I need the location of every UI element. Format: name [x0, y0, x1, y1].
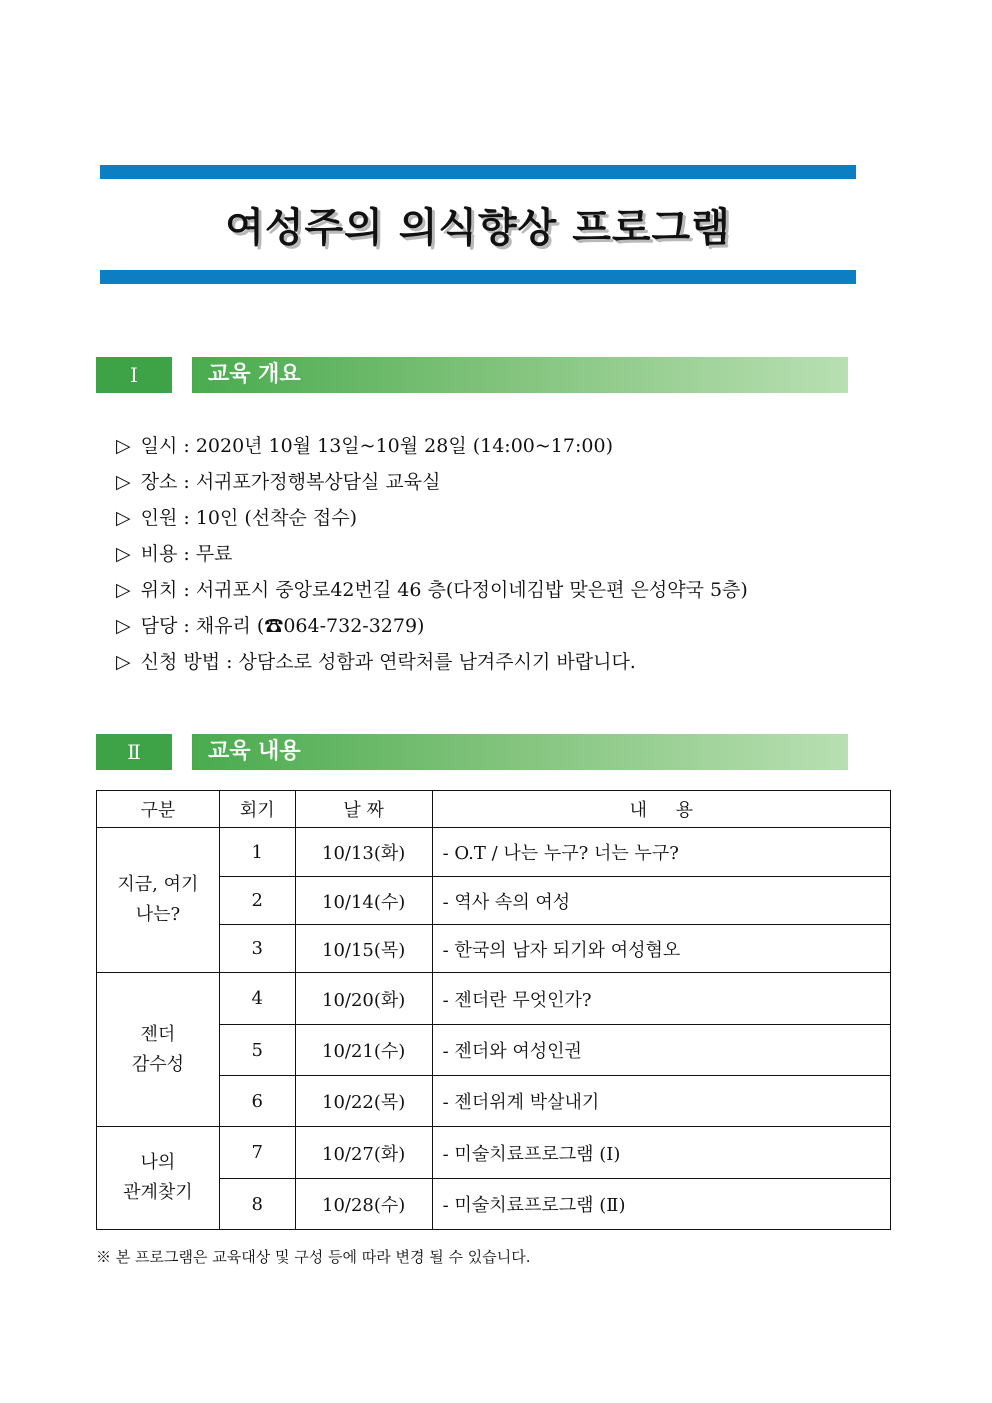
session-cell: 6 — [219, 1076, 295, 1127]
overview-item-application — [116, 644, 748, 680]
date-cell: 10/15(목) — [295, 925, 432, 973]
group-label-line: 나는? — [135, 904, 181, 925]
group-label-line: 젠더 — [140, 1023, 176, 1045]
section2-heading: 교육 내용 — [192, 734, 848, 770]
content-cell: - 한국의 남자 되기와 여성혐오 — [432, 925, 890, 973]
group-label-line: 관계찾기 — [123, 1182, 193, 1203]
section1-number: Ⅰ — [96, 357, 172, 393]
header-date: 날 짜 — [295, 791, 432, 828]
session-cell: 8 — [219, 1179, 295, 1230]
group-label-line: 지금, 여기 — [117, 874, 199, 895]
overview-item-capacity — [116, 500, 748, 536]
overview-item-text: 위치 : 서귀포시 중앙로42번길 46 층(다정이네김밥 맞은편 은성약국 5층) — [140, 579, 748, 601]
group-cell — [97, 1127, 220, 1230]
header-session: 회기 — [219, 791, 295, 828]
date-cell: 10/28(수) — [295, 1179, 432, 1230]
schedule-table — [96, 790, 891, 1230]
table-header-row — [97, 791, 891, 828]
overview-item-text: 담당 : 채유리 (☎064-732-3279) — [140, 615, 425, 637]
triangle-bullet-icon: ▷ — [116, 651, 131, 673]
content-cell: - 젠더와 여성인권 — [432, 1025, 890, 1076]
footnote: ※ 본 프로그램은 교육대상 및 구성 등에 따라 변경 될 수 있습니다. — [96, 1248, 531, 1266]
date-cell: 10/27(화) — [295, 1127, 432, 1179]
group-label-line: 감수성 — [131, 1053, 184, 1075]
overview-list — [116, 428, 748, 680]
content-cell: - O.T / 나는 누구? 너는 누구? — [432, 828, 890, 877]
session-cell: 3 — [219, 925, 295, 973]
overview-item-text: 비용 : 무료 — [140, 543, 233, 565]
date-cell: 10/20(화) — [295, 973, 432, 1025]
table-row — [97, 1127, 891, 1179]
date-cell: 10/21(수) — [295, 1025, 432, 1076]
session-cell: 2 — [219, 877, 295, 925]
overview-item-text: 인원 : 10인 (선착순 접수) — [140, 507, 358, 529]
session-cell: 7 — [219, 1127, 295, 1179]
table-row — [97, 828, 891, 877]
overview-item-location — [116, 572, 748, 608]
group-label-line: 나의 — [140, 1152, 176, 1173]
date-cell: 10/22(목) — [295, 1076, 432, 1127]
overview-item-cost — [116, 536, 748, 572]
triangle-bullet-icon: ▷ — [116, 579, 131, 601]
table-row — [97, 973, 891, 1025]
section2-number: Ⅱ — [96, 734, 172, 770]
triangle-bullet-icon: ▷ — [116, 543, 131, 565]
session-cell: 5 — [219, 1025, 295, 1076]
header-content: 내 용 — [432, 791, 890, 828]
content-cell: - 젠더위계 박살내기 — [432, 1076, 890, 1127]
content-cell: - 역사 속의 여성 — [432, 877, 890, 925]
triangle-bullet-icon: ▷ — [116, 471, 131, 493]
content-cell: - 미술치료프로그램 (Ⅱ) — [432, 1179, 890, 1230]
content-cell: - 미술치료프로그램 (Ⅰ) — [432, 1127, 890, 1179]
group-cell — [97, 973, 220, 1127]
group-cell — [97, 828, 220, 973]
overview-item-text: 신청 방법 : 상담소로 성함과 연락처를 남겨주시기 바랍니다. — [140, 651, 636, 673]
session-cell: 1 — [219, 828, 295, 877]
header-category: 구분 — [97, 791, 220, 828]
session-cell: 4 — [219, 973, 295, 1025]
content-cell: - 젠더란 무엇인가? — [432, 973, 890, 1025]
overview-item-contact — [116, 608, 748, 644]
overview-item-text: 장소 : 서귀포가정행복상담실 교육실 — [140, 471, 441, 493]
triangle-bullet-icon: ▷ — [116, 615, 131, 637]
overview-item-date — [116, 428, 748, 464]
page-title: 여성주의 의식향상 프로그램 — [225, 205, 731, 251]
date-cell: 10/13(화) — [295, 828, 432, 877]
overview-item-text: 일시 : 2020년 10월 13일~10월 28일 (14:00~17:00) — [140, 435, 613, 457]
triangle-bullet-icon: ▷ — [116, 435, 131, 457]
title-bottom-bar — [100, 270, 856, 284]
triangle-bullet-icon: ▷ — [116, 507, 131, 529]
date-cell: 10/14(수) — [295, 877, 432, 925]
overview-item-place — [116, 464, 748, 500]
section1-heading: 교육 개요 — [192, 357, 848, 393]
title-top-bar — [100, 165, 856, 179]
